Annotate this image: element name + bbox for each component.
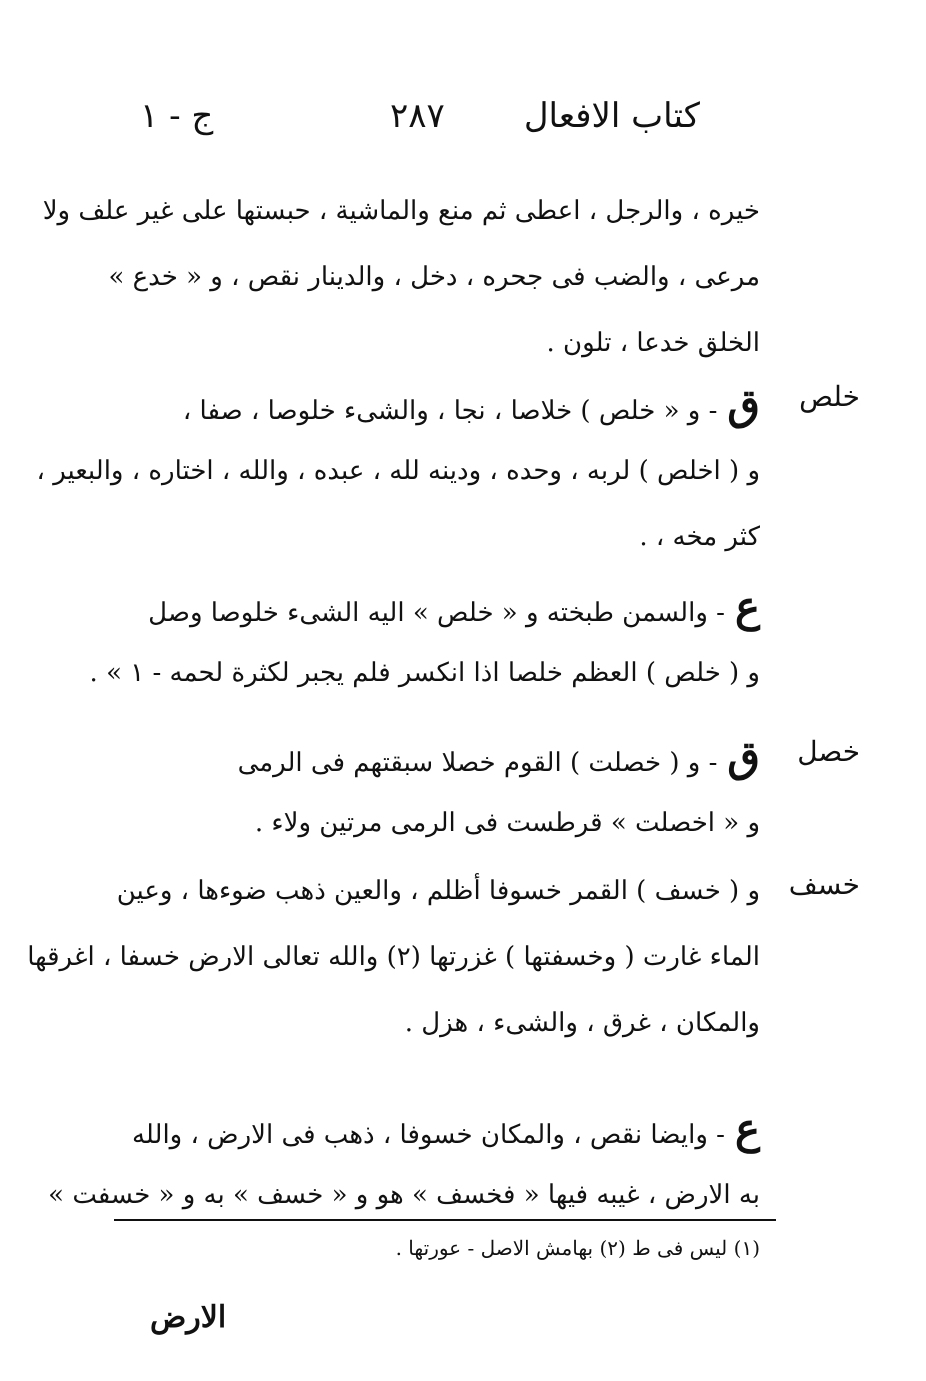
entry-khasala [110,724,760,856]
footnote: (١) ليس فى ط (٢) بهامش الاصل - عورتها . [395,1236,760,1260]
entry-marker: ق [727,732,760,781]
entry-khalasa-ain [89,574,760,706]
text-line: و ( اخلص ) لربه ، وحده ، ودينه لله ، عبده ، والله ، اختاره ، والبعير ، [36,456,760,486]
text-line: به الارض ، غيبه فيها « فخسف » هو و « خسف » به و « خسفت » [48,1180,760,1210]
text-run: - والسمن طبخته و « خلص » اليه الشىء خلوصا وصل [148,598,725,628]
page-number: ٢٨٧ [390,96,445,136]
entry-khasafa-ain [48,1096,760,1228]
entry-continuation [42,178,760,376]
book-title: كتاب الافعال [523,96,700,136]
text-line [110,724,760,790]
entry-khalasa [36,372,760,570]
volume-part: ج - ١ [140,96,214,136]
text-line: و ( خلص ) العظم خلصا اذا انكسر فلم يجبر لكثرة لحمه - ١ » . [89,658,760,688]
entry-marker: ق [727,380,760,429]
page-header [140,96,700,156]
root-word-khalasa: خلص [799,380,860,413]
text-line: خيره ، والرجل ، اعطى ثم منع والماشية ، حبستها على غير علف ولا [42,196,760,226]
entry-khasafa [27,858,760,1056]
text-line [110,1096,760,1162]
text-line: الماء غارت ( وخسفتها ) غزرتها (٢) والله تعالى الارض خسفا ، اغرقها [27,942,760,972]
text-line [110,372,760,438]
catchword: الارض [150,1300,227,1335]
text-line: و « اخصلت » قرطست فى الرمى مرتين ولاء . [254,808,760,838]
text-line: الخلق خدعا ، تلون . [546,328,760,358]
text-line: كثر مخه ، . [639,522,760,552]
footnote-divider [114,1219,776,1221]
text-run: - وايضا نقص ، والمكان خسوفا ، ذهب فى الارض ، والله [131,1120,725,1150]
root-word-khasafa: خسف [788,868,860,901]
text-run: - و « خلص ) خلاصا ، نجا ، والشىء خلوصا ، صفا ، [182,396,718,426]
text-line: و ( خسف ) القمر خسوفا أظلم ، والعين ذهب ضوءها ، وعين [116,876,760,906]
root-word-khasala: خصل [797,735,860,768]
text-run: - و ( خصلت ) القوم خصلا سبقتهم فى الرمى [237,748,718,778]
text-line: مرعى ، والضب فى جحره ، دخل ، والدينار نقص ، و « خدع » [108,262,760,292]
text-line: والمكان ، غرق ، والشىء ، هزل . [404,1008,760,1038]
entry-marker: ع [734,1104,760,1153]
text-line [110,574,760,640]
entry-marker: ع [734,582,760,631]
